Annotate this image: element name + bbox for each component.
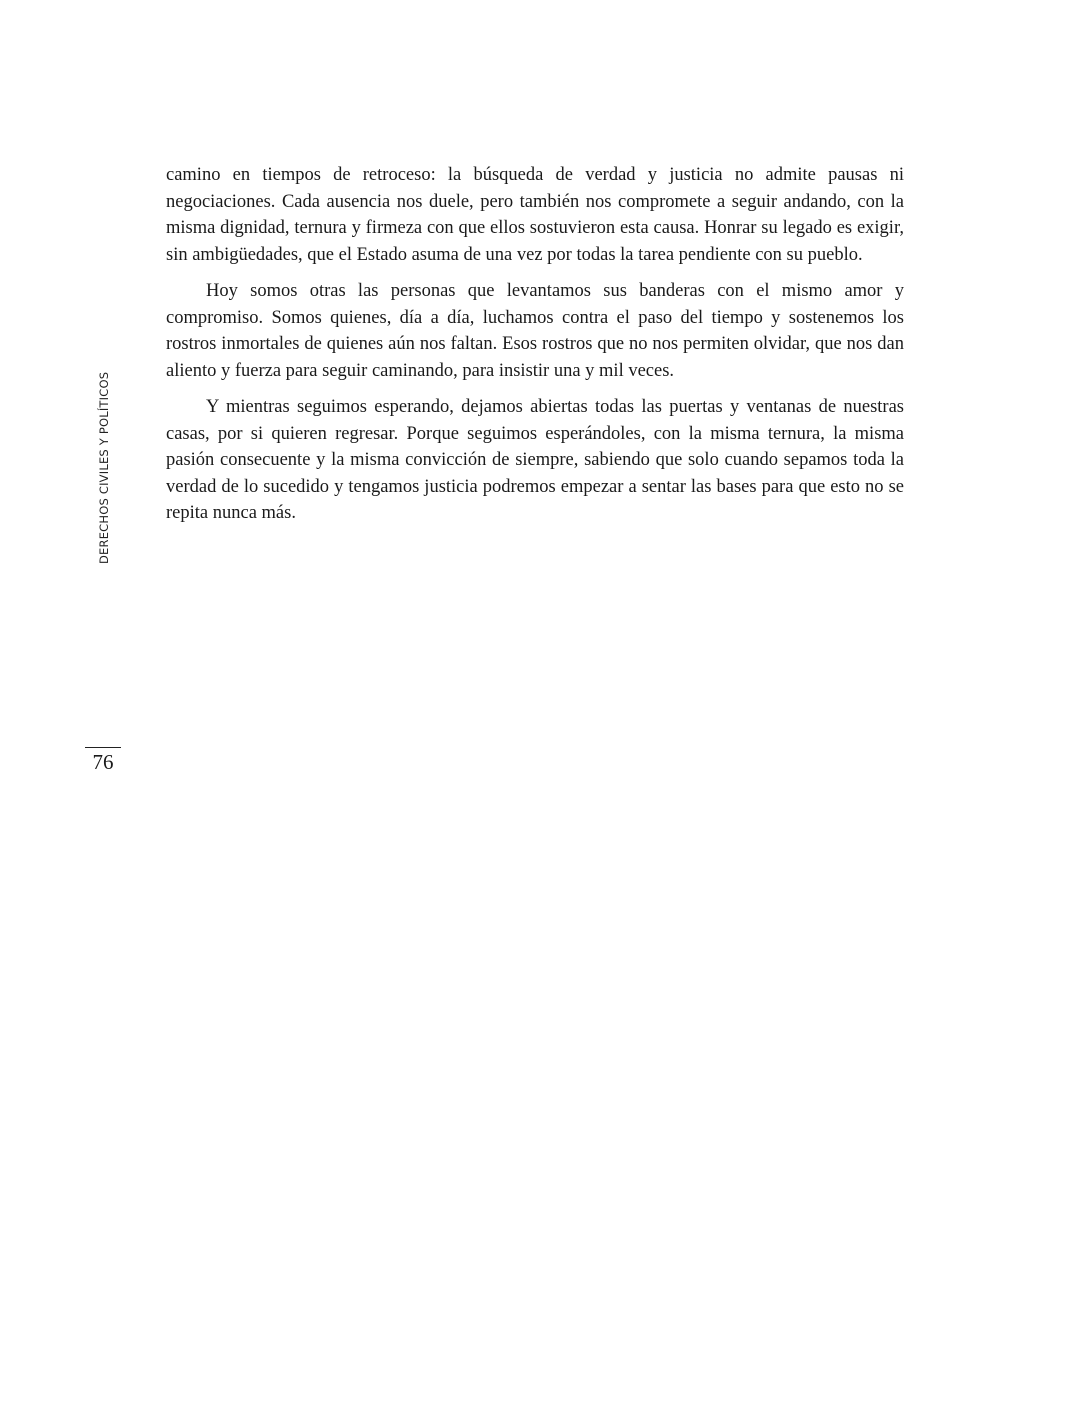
page-number: 76 <box>92 750 114 774</box>
body-text <box>166 162 904 537</box>
paragraph-1: camino en tiempos de retroceso: la búsqueda de verdad y justicia no admite pausas ni negociaciones. Cada ausencia nos duele, pero también nos compromete a seguir andando, con la misma dignidad, ternura y firmeza con que ellos sostuvieron esta causa. Honrar su legado es exigir, sin ambigüedades, que el Estado asuma de una vez por todas la tarea pendiente con su pueblo. <box>166 165 904 265</box>
section-title-vertical: DERECHOS CIVILES Y POLÍTICOS <box>97 371 111 564</box>
page-number-rule <box>85 747 121 748</box>
paragraph-3: Y mientras seguimos esperando, dejamos abiertas todas las puertas y ventanas de nuestras casas, por si quieren regresar. Porque seguimos esperándoles, con la misma ternura, la misma pasión consecuente y la misma convicción de siempre, sabiendo que solo cuando sepamos toda la verdad de lo sucedido y tengamos justicia podremos empezar a sentar las bases para que esto no se repita nunca más. <box>166 397 904 523</box>
paragraph-2: Hoy somos otras las personas que levantamos sus banderas con el mismo amor y compromiso. Somos quienes, día a día, luchamos contra el paso del tiempo y sostenemos los rostros inmortales de quienes aún nos faltan. Esos rostros que no nos permiten olvidar, que nos dan aliento y fuerza para seguir caminando, para insistir una y mil veces. <box>166 281 904 381</box>
